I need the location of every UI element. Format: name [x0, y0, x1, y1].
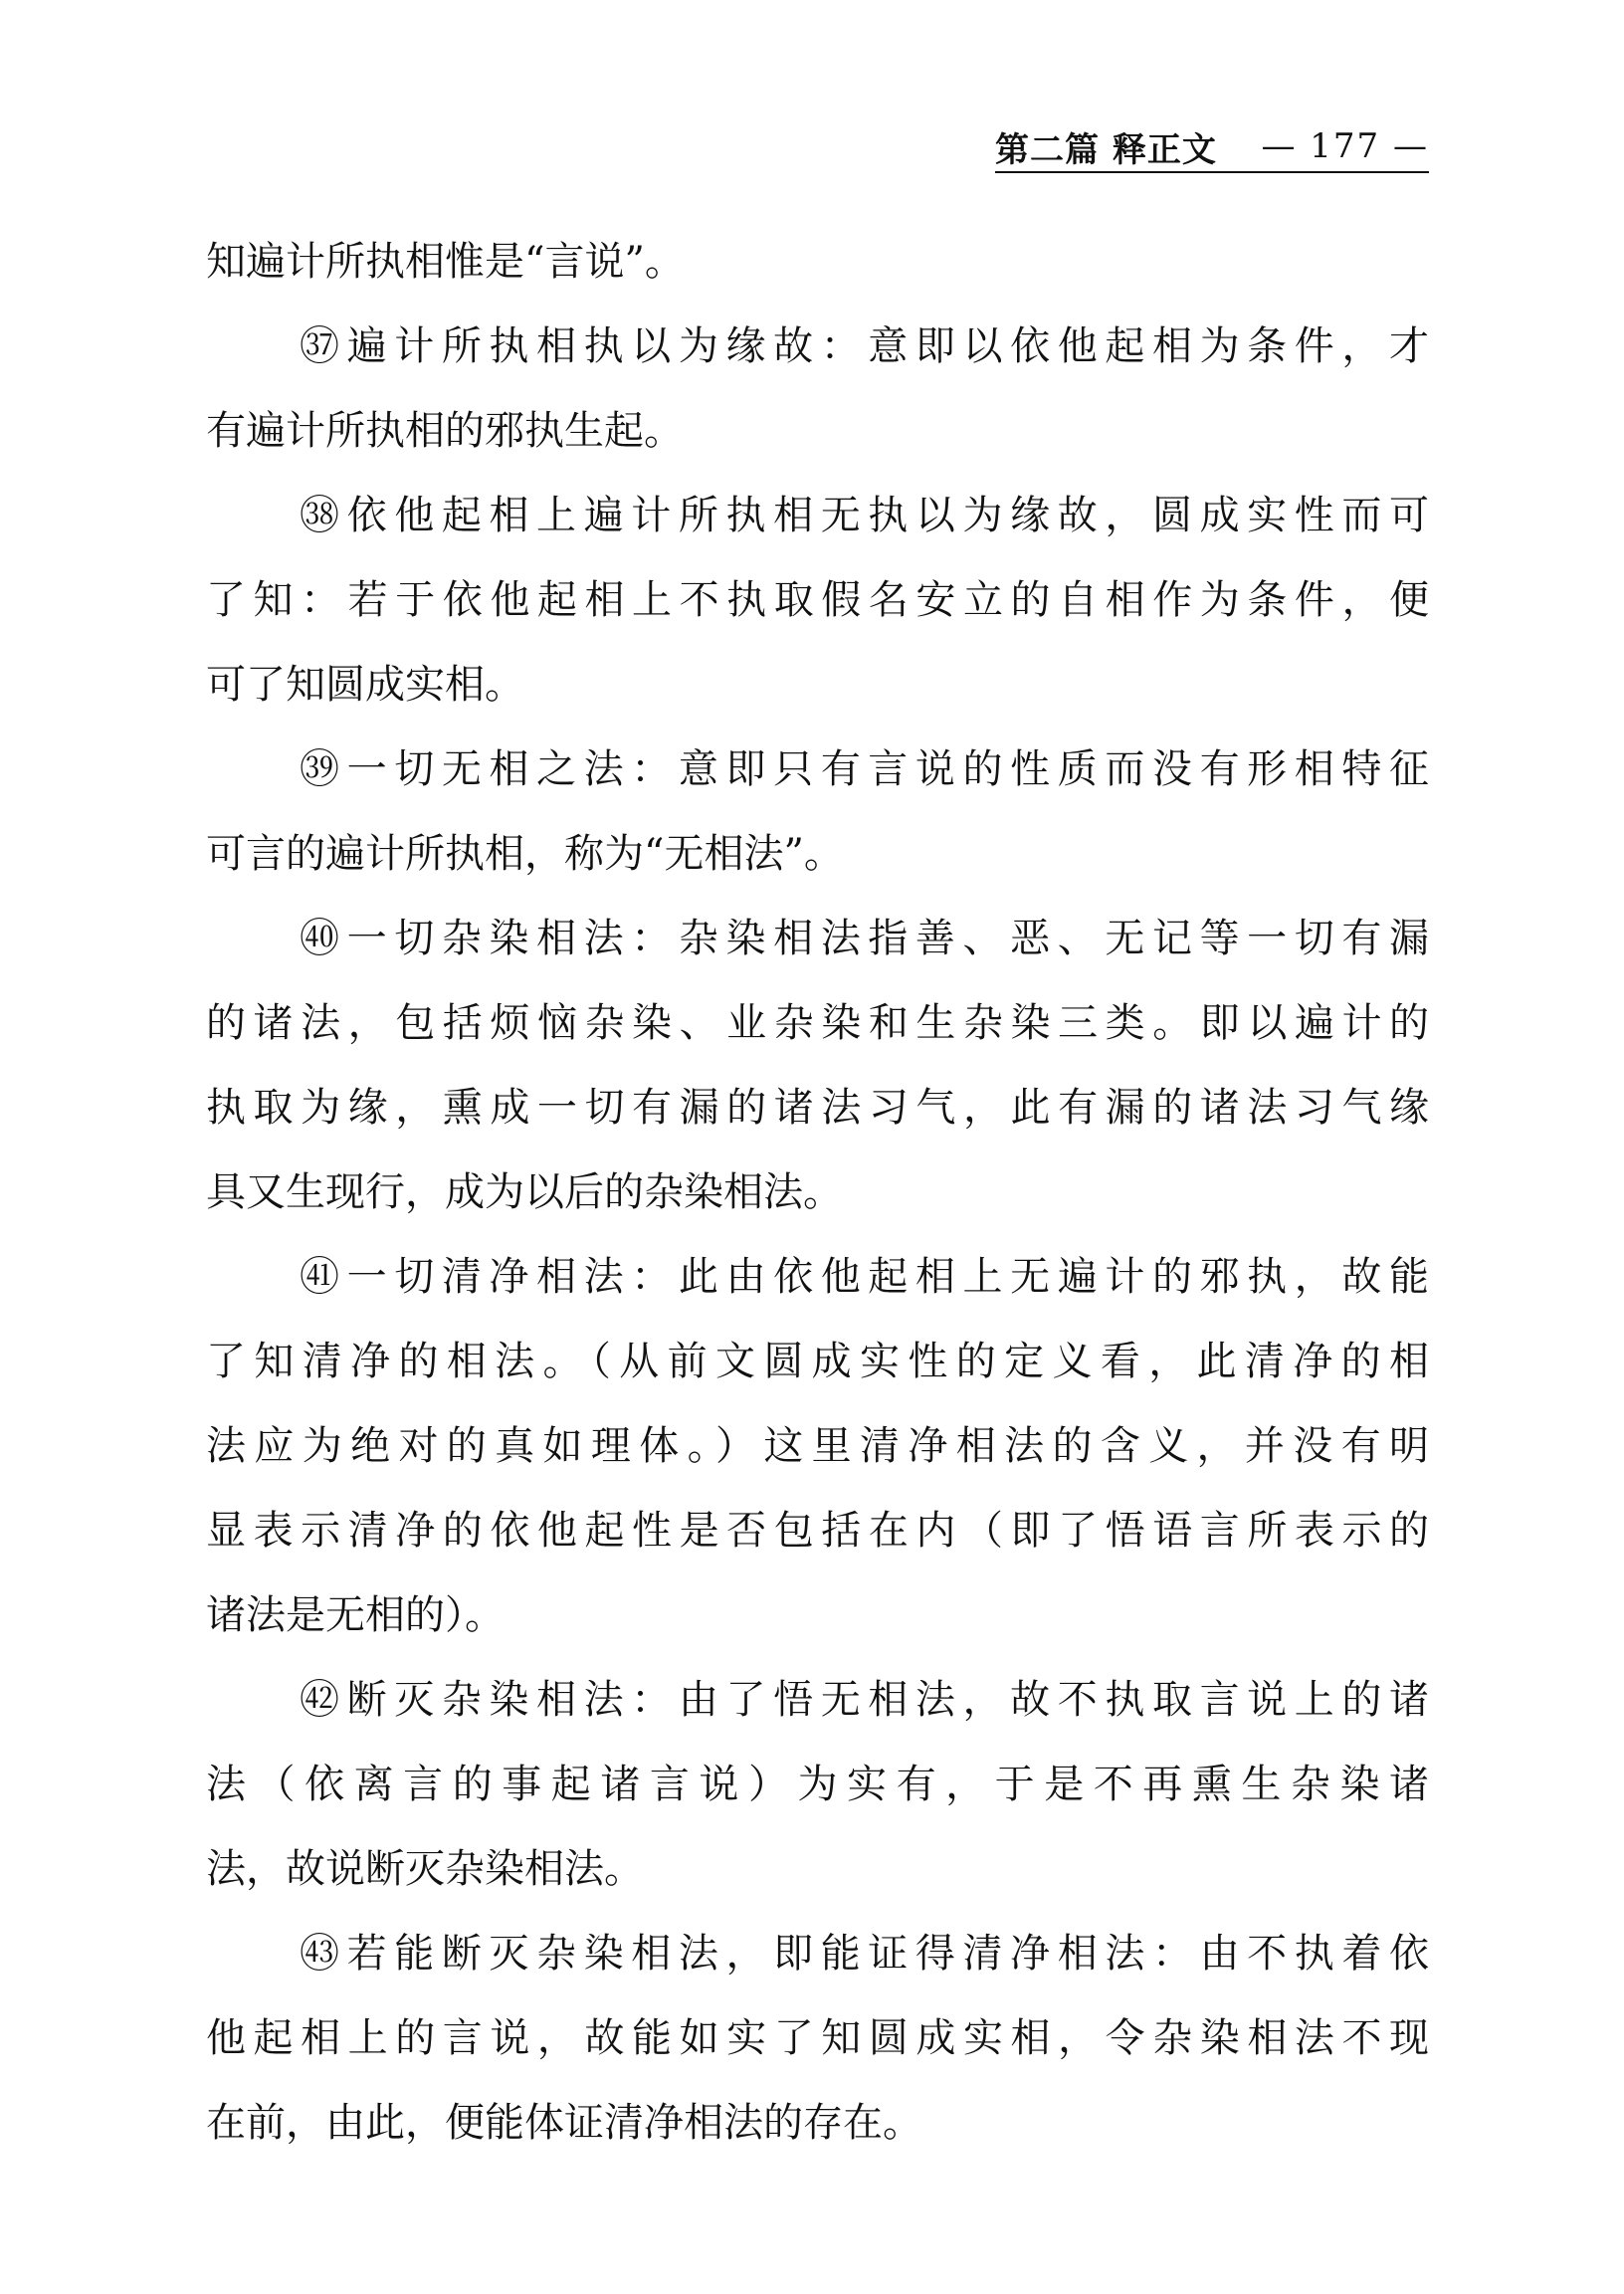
text-line: 知遍计所执相惟是“言说”。 — [206, 239, 685, 285]
text-line: 显表示清净的依他起性是否包括在内（即了悟语言所表示的 — [206, 1508, 1429, 1554]
text-line: 可言的遍计所执相，称为“无相法”。 — [206, 831, 844, 877]
paragraph — [206, 1658, 1429, 1912]
text-line: ㊶一切清净相法：此由依他起相上无遍计的邪执，故能 — [300, 1254, 1429, 1300]
text-line: 的诸法，包括烦恼杂染、业杂染和生杂染三类。即以遍计的 — [206, 1000, 1429, 1046]
paragraph — [206, 728, 1429, 897]
text-line: ㊵一切杂染相法：杂染相法指善、恶、无记等一切有漏 — [300, 916, 1429, 961]
section-title: 第二篇 释正文 — [995, 129, 1217, 170]
text-line: 他起相上的言说，故能如实了知圆成实相，令杂染相法不现 — [206, 2015, 1429, 2061]
text-line: ㊸若能断灭杂染相法，即能证得清净相法：由不执着依 — [300, 1931, 1429, 1977]
text-line: ㊴一切无相之法：意即只有言说的性质而没有形相特征 — [300, 746, 1429, 792]
text-line: 执取为缘，熏成一切有漏的诸法习气，此有漏的诸法习气缘 — [206, 1085, 1429, 1131]
text-line: ㊲遍计所执相执以为缘故：意即以依他起相为条件，才 — [300, 323, 1429, 369]
page-number: — 177 — — [1261, 126, 1429, 166]
running-header — [995, 121, 1429, 173]
paragraph — [206, 1235, 1429, 1658]
paragraph — [206, 474, 1429, 728]
text-line: ㊳依他起相上遍计所执相无执以为缘故，圆成实性而可 — [300, 493, 1429, 538]
text-line: 法（依离言的事起诸言说）为实有，于是不再熏生杂染诸 — [206, 1762, 1429, 1807]
text-line: 法，故说断灭杂染相法。 — [206, 1846, 644, 1892]
text-line: 了知：若于依他起相上不执取假名安立的自相作为条件，便 — [206, 577, 1429, 623]
text-line: 诸法是无相的）。 — [206, 1592, 505, 1638]
text-line: 在前，由此，便能体证清净相法的存在。 — [206, 2100, 922, 2146]
body-text — [206, 220, 1429, 2166]
paragraph — [206, 305, 1429, 474]
text-line: 可了知圆成实相。 — [206, 662, 524, 708]
text-line: ㊷断灭杂染相法：由了悟无相法，故不执取言说上的诸 — [300, 1677, 1429, 1723]
paragraph — [206, 220, 1429, 305]
text-line: 了知清净的相法。（从前文圆成实性的定义看，此清净的相 — [206, 1339, 1429, 1384]
paragraph — [206, 1912, 1429, 2166]
paragraph — [206, 897, 1429, 1235]
text-line: 有遍计所执相的邪执生起。 — [206, 408, 684, 454]
text-line: 法应为绝对的真如理体。）这里清净相法的含义，并没有明 — [206, 1423, 1429, 1469]
text-line: 具又生现行，成为以后的杂染相法。 — [206, 1169, 843, 1215]
